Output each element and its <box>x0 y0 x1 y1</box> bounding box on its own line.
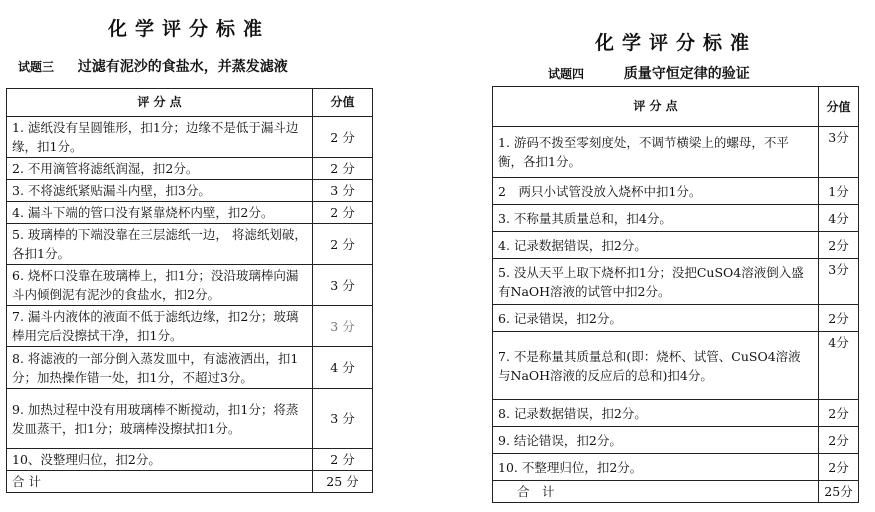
row-text: 10. 不整理归位，扣2分。 <box>493 454 819 481</box>
header-score: 分值 <box>313 89 373 117</box>
right-subtitle-code: 试题四 <box>548 67 585 81</box>
total-label: 合 计 <box>493 481 819 503</box>
row-score: 4分 <box>819 332 859 400</box>
table-row <box>493 332 859 400</box>
table-row <box>493 178 859 205</box>
row-score: 2 分 <box>313 449 373 471</box>
row-score: 2分 <box>819 454 859 481</box>
table-row <box>493 454 859 481</box>
row-score: 4 分 <box>313 347 373 389</box>
row-text: 3. 不将滤纸紧贴漏斗内壁，扣3分。 <box>7 180 313 202</box>
right-subtitle <box>548 63 750 83</box>
row-score: 4分 <box>819 205 859 232</box>
row-text: 9. 结论错误，扣2分。 <box>493 427 819 454</box>
left-scoring-table <box>6 88 373 493</box>
table-header-row <box>7 89 373 117</box>
table-total-row <box>493 481 859 503</box>
row-text: 2. 不用滴管将滤纸润湿，扣2分。 <box>7 158 313 180</box>
row-text: 6. 记录错误，扣2分。 <box>493 305 819 332</box>
table-row <box>493 305 859 332</box>
row-text: 1. 滤纸没有呈圆锥形，扣1分；边缘不是低于漏斗边缘，扣1分。 <box>7 117 313 158</box>
row-text: 9. 加热过程中没有用玻璃棒不断搅动，扣1分；将蒸发皿蒸干，扣1分；玻璃棒没擦拭扣1分。 <box>7 389 313 449</box>
left-subtitle <box>18 56 288 76</box>
row-text: 5. 没从天平上取下烧杯扣1分；没把CuSO4溶液倒入盛有NaOH溶液的试管中扣2分。 <box>493 259 819 305</box>
row-score: 2 分 <box>313 117 373 158</box>
row-text: 5. 玻璃棒的下端没靠在三层滤纸一边， 将滤纸划破，各扣1分。 <box>7 224 313 265</box>
table-row <box>7 306 373 347</box>
table-row <box>493 232 859 259</box>
row-score: 2分 <box>819 400 859 427</box>
table-row <box>7 449 373 471</box>
total-score: 25 分 <box>313 471 373 493</box>
header-item: 评 分 点 <box>493 87 819 127</box>
row-score: 2 分 <box>313 224 373 265</box>
row-score: 3 分 <box>313 265 373 306</box>
row-score: 3分 <box>819 127 859 178</box>
table-total-row <box>7 471 373 493</box>
row-text: 6. 烧杯口没靠在玻璃棒上，扣1分；没沿玻璃棒向漏斗内倾倒泥有泥沙的食盐水，扣2分。 <box>7 265 313 306</box>
table-header-row <box>493 87 859 127</box>
row-score: 3 分 <box>313 389 373 449</box>
table-row <box>7 158 373 180</box>
table-row <box>7 180 373 202</box>
row-text: 4. 记录数据错误，扣2分。 <box>493 232 819 259</box>
row-score: 3 分 <box>313 306 373 347</box>
table-row <box>493 205 859 232</box>
table-row <box>7 265 373 306</box>
left-subtitle-text: 过滤有泥沙的食盐水，并蒸发滤液 <box>77 59 288 75</box>
table-row <box>7 389 373 449</box>
row-score: 2 分 <box>313 158 373 180</box>
row-text: 8. 记录数据错误，扣2分。 <box>493 400 819 427</box>
row-text: 8. 将滤液的一部分倒入蒸发皿中，有滤液洒出，扣1分；加热操作错一处，扣1分，不超过3分。 <box>7 347 313 389</box>
left-subtitle-code: 试题三 <box>18 60 55 74</box>
row-score: 1分 <box>819 178 859 205</box>
table-row <box>493 427 859 454</box>
table-row <box>493 400 859 427</box>
row-text: 4. 漏斗下端的管口没有紧靠烧杯内壁，扣2分。 <box>7 202 313 224</box>
row-text: 2 两只小试管没放入烧杯中扣1分。 <box>493 178 819 205</box>
right-subtitle-text: 质量守恒定律的验证 <box>623 66 750 82</box>
left-title: 化学评分标准 <box>107 18 270 40</box>
row-score: 2 分 <box>313 202 373 224</box>
table-row <box>7 202 373 224</box>
row-text: 1. 游码不拨至零刻度处，不调节横梁上的螺母，不平衡，各扣1分。 <box>493 127 819 178</box>
row-score: 2分 <box>819 232 859 259</box>
right-scoring-table <box>492 86 859 503</box>
row-text: 3. 不称量其质量总和，扣4分。 <box>493 205 819 232</box>
row-text: 10、没整理归位，扣2分。 <box>7 449 313 471</box>
table-row <box>7 117 373 158</box>
total-label: 合 计 <box>7 471 313 493</box>
header-item: 评 分 点 <box>7 89 313 117</box>
row-text: 7. 漏斗内液体的液面不低于滤纸边缘，扣2分；玻璃棒用完后没擦拭干净，扣1分。 <box>7 306 313 347</box>
header-score: 分值 <box>819 87 859 127</box>
row-text: 7. 不是称量其质量总和(即：烧杯、试管、CuSO4溶液与NaOH溶液的反应后的总和)扣4分。 <box>493 332 819 400</box>
row-score: 2分 <box>819 427 859 454</box>
row-score: 3 分 <box>313 180 373 202</box>
right-title: 化学评分标准 <box>594 32 757 54</box>
table-row <box>7 347 373 389</box>
row-score: 2分 <box>819 305 859 332</box>
total-score: 25分 <box>819 481 859 503</box>
table-row <box>493 127 859 178</box>
row-score: 3分 <box>819 259 859 305</box>
table-row <box>7 224 373 265</box>
table-row <box>493 259 859 305</box>
